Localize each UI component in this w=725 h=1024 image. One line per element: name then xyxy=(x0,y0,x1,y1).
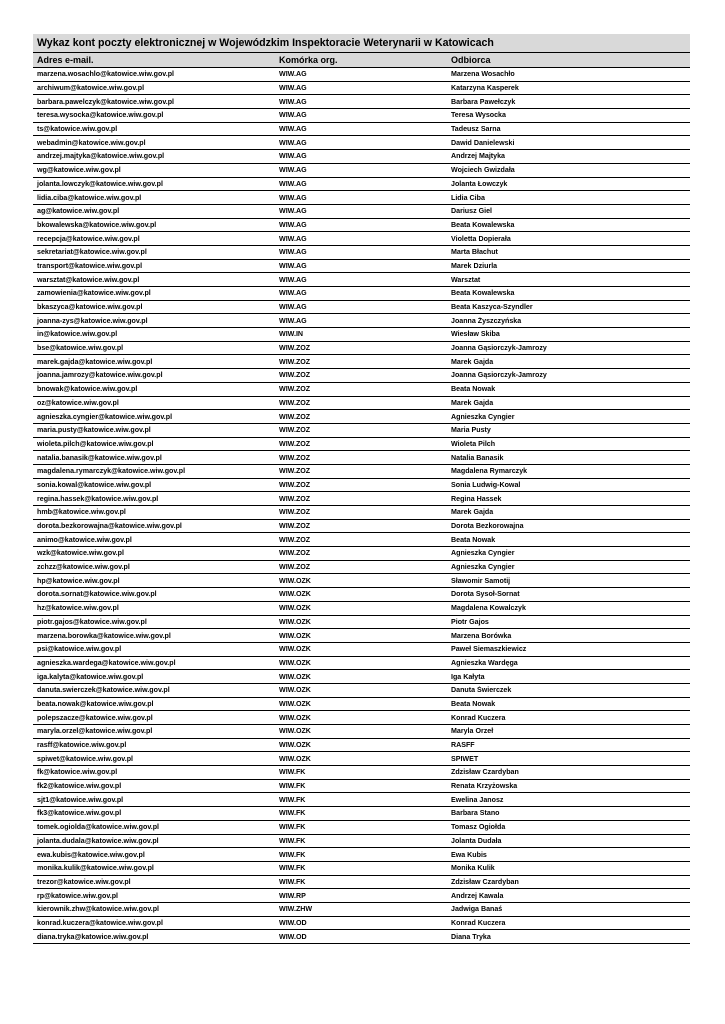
table-row xyxy=(33,205,690,219)
unit-cell: WIW.OZK xyxy=(279,576,311,585)
email-cell: diana.tryka@katowice.wiw.gov.pl xyxy=(37,932,149,941)
recipient-cell: Magdalena Rymarczyk xyxy=(451,467,528,476)
email-cell: spiwet@katowice.wiw.gov.pl xyxy=(37,754,134,763)
recipient-cell: Agnieszka Wardęga xyxy=(451,658,518,667)
table-row xyxy=(33,711,690,725)
recipient-cell: Joanna Gąsiorczyk-Jamrozy xyxy=(451,371,547,380)
table-row xyxy=(33,178,690,192)
table-row xyxy=(33,506,690,520)
table-row xyxy=(33,314,690,328)
table-row xyxy=(33,260,690,274)
table-row xyxy=(33,766,690,780)
email-cell: agnieszka.wardega@katowice.wiw.gov.pl xyxy=(37,658,176,667)
table-row xyxy=(33,561,690,575)
recipient-cell: Jolanta Dudała xyxy=(451,836,502,845)
email-cell: zamowienia@katowice.wiw.gov.pl xyxy=(37,289,151,298)
email-cell: rp@katowice.wiw.gov.pl xyxy=(37,891,119,900)
table-row xyxy=(33,889,690,903)
recipient-cell: SPIWET xyxy=(451,754,479,763)
table-row xyxy=(33,82,690,96)
table-row xyxy=(33,930,690,944)
unit-cell: WIW.AG xyxy=(279,248,307,257)
email-cell: fk3@katowice.wiw.gov.pl xyxy=(37,809,122,818)
unit-cell: WIW.AG xyxy=(279,289,307,298)
recipient-cell: Marek Dziurla xyxy=(451,261,498,270)
recipient-cell: Konrad Kuczera xyxy=(451,713,506,722)
email-cell: sekretariat@katowice.wiw.gov.pl xyxy=(37,248,147,257)
table-header xyxy=(33,53,690,68)
email-cell: transport@katowice.wiw.gov.pl xyxy=(37,261,143,270)
recipient-cell: Beata Nowak xyxy=(451,535,496,544)
unit-cell: WIW.ZOZ xyxy=(279,467,311,476)
unit-cell: WIW.OZK xyxy=(279,741,311,750)
email-cell: in@katowice.wiw.gov.pl xyxy=(37,330,118,339)
table-row xyxy=(33,862,690,876)
recipient-cell: Marek Gajda xyxy=(451,508,494,517)
table-row xyxy=(33,698,690,712)
email-cell: ag@katowice.wiw.gov.pl xyxy=(37,207,120,216)
email-cell: rasff@katowice.wiw.gov.pl xyxy=(37,741,127,750)
email-cell: monika.kulik@katowice.wiw.gov.pl xyxy=(37,864,154,873)
email-cell: fk2@katowice.wiw.gov.pl xyxy=(37,782,122,791)
table-row xyxy=(33,876,690,890)
recipient-cell: Agnieszka Cyngier xyxy=(451,412,515,421)
recipient-cell: Maryla Orzeł xyxy=(451,727,494,736)
recipient-cell: Sławomir Samotij xyxy=(451,576,511,585)
table-row xyxy=(33,793,690,807)
table-row xyxy=(33,301,690,315)
email-cell: hz@katowice.wiw.gov.pl xyxy=(37,604,119,613)
unit-cell: WIW.FK xyxy=(279,809,306,818)
table-row xyxy=(33,739,690,753)
table-row xyxy=(33,191,690,205)
unit-cell: WIW.OZK xyxy=(279,658,311,667)
recipient-cell: Marek Gajda xyxy=(451,398,494,407)
recipient-cell: Beata Kowalewska xyxy=(451,220,515,229)
table-row xyxy=(33,328,690,342)
recipient-cell: Danuta Świerczek xyxy=(451,686,512,695)
recipient-cell: Barbara Pawełczyk xyxy=(451,97,516,106)
unit-cell: WIW.OZK xyxy=(279,631,311,640)
email-cell: teresa.wysocka@katowice.wiw.gov.pl xyxy=(37,111,164,120)
email-cell: maryla.orzel@katowice.wiw.gov.pl xyxy=(37,727,153,736)
unit-cell: WIW.ZOZ xyxy=(279,426,311,435)
unit-cell: WIW.AG xyxy=(279,220,307,229)
recipient-cell: Regina Hassek xyxy=(451,494,502,503)
email-cell: ewa.kubis@katowice.wiw.gov.pl xyxy=(37,850,145,859)
table-row xyxy=(33,917,690,931)
email-cell: bse@katowice.wiw.gov.pl xyxy=(37,344,124,353)
email-cell: bkaszyca@katowice.wiw.gov.pl xyxy=(37,303,143,312)
table-row xyxy=(33,369,690,383)
table-row xyxy=(33,752,690,766)
email-cell: archiwum@katowice.wiw.gov.pl xyxy=(37,84,145,93)
unit-cell: WIW.ZOZ xyxy=(279,563,311,572)
unit-cell: WIW.FK xyxy=(279,823,306,832)
recipient-cell: Magdalena Kowalczyk xyxy=(451,604,526,613)
table-row xyxy=(33,725,690,739)
recipient-cell: Natalia Banasik xyxy=(451,453,504,462)
unit-cell: WIW.OZK xyxy=(279,754,311,763)
unit-cell: WIW.AG xyxy=(279,152,307,161)
unit-cell: WIW.RP xyxy=(279,891,306,900)
table-row xyxy=(33,246,690,260)
email-cell: konrad.kuczera@katowice.wiw.gov.pl xyxy=(37,918,163,927)
table-row xyxy=(33,465,690,479)
recipient-cell: Teresa Wysocka xyxy=(451,111,506,120)
unit-cell: WIW.AG xyxy=(279,193,307,202)
unit-cell: WIW.OD xyxy=(279,932,307,941)
recipient-cell: Barbara Stano xyxy=(451,809,500,818)
recipient-cell: Ewa Kubis xyxy=(451,850,487,859)
email-cell: animo@katowice.wiw.gov.pl xyxy=(37,535,132,544)
email-cell: psi@katowice.wiw.gov.pl xyxy=(37,645,122,654)
recipient-cell: Marzena Borówka xyxy=(451,631,512,640)
recipient-cell: Dorota Sysoł-Sornat xyxy=(451,590,520,599)
email-cell: recepcja@katowice.wiw.gov.pl xyxy=(37,234,140,243)
unit-cell: WIW.FK xyxy=(279,864,306,873)
email-cell: polepszacze@katowice.wiw.gov.pl xyxy=(37,713,153,722)
email-cell: zchzz@katowice.wiw.gov.pl xyxy=(37,563,130,572)
recipient-cell: Zdzisław Czardyban xyxy=(451,768,519,777)
recipient-cell: Lidia Ciba xyxy=(451,193,485,202)
recipient-cell: Zdzisław Czardyban xyxy=(451,877,519,886)
table-row xyxy=(33,629,690,643)
email-cell: iga.kalyta@katowice.wiw.gov.pl xyxy=(37,672,144,681)
unit-cell: WIW.AG xyxy=(279,179,307,188)
unit-cell: WIW.ZOZ xyxy=(279,480,311,489)
unit-cell: WIW.FK xyxy=(279,836,306,845)
email-cell: wzk@katowice.wiw.gov.pl xyxy=(37,549,124,558)
unit-cell: WIW.FK xyxy=(279,782,306,791)
email-cell: jolanta.lowczyk@katowice.wiw.gov.pl xyxy=(37,179,163,188)
table-row xyxy=(33,835,690,849)
email-cell: warsztat@katowice.wiw.gov.pl xyxy=(37,275,140,284)
recipient-cell: Beata Nowak xyxy=(451,385,496,394)
email-cell: bnowak@katowice.wiw.gov.pl xyxy=(37,385,138,394)
recipient-cell: Dorota Bezkorowajna xyxy=(451,522,524,531)
table-row xyxy=(33,342,690,356)
unit-cell: WIW.OZK xyxy=(279,617,311,626)
unit-cell: WIW.AG xyxy=(279,166,307,175)
table-row xyxy=(33,903,690,917)
table-row xyxy=(33,547,690,561)
unit-cell: WIW.AG xyxy=(279,97,307,106)
recipient-cell: Agnieszka Cyngier xyxy=(451,549,515,558)
email-cell: marzena.wosachlo@katowice.wiw.gov.pl xyxy=(37,70,175,79)
email-cell: wioleta.pilch@katowice.wiw.gov.pl xyxy=(37,439,154,448)
table-row xyxy=(33,273,690,287)
recipient-cell: Beata Nowak xyxy=(451,699,496,708)
table-row xyxy=(33,602,690,616)
email-cell: dorota.bezkorowajna@katowice.wiw.gov.pl xyxy=(37,522,182,531)
table-row xyxy=(33,136,690,150)
recipient-cell: Andrzej Majtyka xyxy=(451,152,506,161)
table-row xyxy=(33,150,690,164)
unit-cell: WIW.FK xyxy=(279,850,306,859)
email-cell: bkowalewska@katowice.wiw.gov.pl xyxy=(37,220,157,229)
unit-cell: WIW.ZOZ xyxy=(279,412,311,421)
table-row xyxy=(33,123,690,137)
unit-cell: WIW.OZK xyxy=(279,699,311,708)
unit-cell: WIW.ZOZ xyxy=(279,453,311,462)
table-row xyxy=(33,383,690,397)
recipient-cell: Marta Błachut xyxy=(451,248,498,257)
recipient-cell: RASFF xyxy=(451,741,475,750)
email-cell: hmb@katowice.wiw.gov.pl xyxy=(37,508,126,517)
email-cell: webadmin@katowice.wiw.gov.pl xyxy=(37,138,146,147)
email-cell: dorota.sornat@katowice.wiw.gov.pl xyxy=(37,590,157,599)
table-row xyxy=(33,670,690,684)
table-row xyxy=(33,684,690,698)
table-row xyxy=(33,821,690,835)
email-cell: kierownik.zhw@katowice.wiw.gov.pl xyxy=(37,905,160,914)
unit-cell: WIW.AG xyxy=(279,303,307,312)
table-row xyxy=(33,616,690,630)
unit-cell: WIW.ZOZ xyxy=(279,535,311,544)
recipient-cell: Jolanta Łowczyk xyxy=(451,179,508,188)
unit-cell: WIW.AG xyxy=(279,138,307,147)
email-cell: wg@katowice.wiw.gov.pl xyxy=(37,166,121,175)
email-cell: agnieszka.cyngier@katowice.wiw.gov.pl xyxy=(37,412,173,421)
recipient-cell: Monika Kulik xyxy=(451,864,495,873)
unit-cell: WIW.OZK xyxy=(279,645,311,654)
table-row xyxy=(33,643,690,657)
email-cell: joanna.jamrozy@katowice.wiw.gov.pl xyxy=(37,371,163,380)
email-cell: maria.pusty@katowice.wiw.gov.pl xyxy=(37,426,151,435)
recipient-cell: Maria Pusty xyxy=(451,426,491,435)
table-row xyxy=(33,355,690,369)
unit-cell: WIW.ZOZ xyxy=(279,344,311,353)
recipient-cell: Wojciech Gwizdała xyxy=(451,166,515,175)
table-row xyxy=(33,520,690,534)
table-row xyxy=(33,232,690,246)
table-row xyxy=(33,109,690,123)
email-cell: andrzej.majtyka@katowice.wiw.gov.pl xyxy=(37,152,165,161)
table-row xyxy=(33,657,690,671)
unit-cell: WIW.ZHW xyxy=(279,905,313,914)
unit-cell: WIW.AG xyxy=(279,111,307,120)
unit-cell: WIW.OZK xyxy=(279,713,311,722)
table-row xyxy=(33,533,690,547)
document-title: Wykaz kont poczty elektronicznej w Wojewódzkim Inspektoracie Weterynarii w Katowicach xyxy=(33,34,690,53)
table-row xyxy=(33,219,690,233)
email-cell: natalia.banasik@katowice.wiw.gov.pl xyxy=(37,453,162,462)
unit-cell: WIW.ZOZ xyxy=(279,549,311,558)
unit-cell: WIW.OZK xyxy=(279,672,311,681)
unit-cell: WIW.FK xyxy=(279,795,306,804)
email-accounts-table xyxy=(33,34,690,944)
email-cell: fk@katowice.wiw.gov.pl xyxy=(37,768,118,777)
recipient-cell: Sonia Ludwig-Kowal xyxy=(451,480,521,489)
unit-cell: WIW.OD xyxy=(279,918,307,927)
email-cell: lidia.ciba@katowice.wiw.gov.pl xyxy=(37,193,142,202)
table-row xyxy=(33,397,690,411)
table-row xyxy=(33,95,690,109)
unit-cell: WIW.AG xyxy=(279,207,307,216)
table-row xyxy=(33,848,690,862)
email-cell: marek.gajda@katowice.wiw.gov.pl xyxy=(37,357,153,366)
recipient-cell: Andrzej Kawala xyxy=(451,891,504,900)
table-row xyxy=(33,492,690,506)
recipient-cell: Violetta Dopierała xyxy=(451,234,511,243)
email-cell: marzena.borowka@katowice.wiw.gov.pl xyxy=(37,631,171,640)
table-row xyxy=(33,424,690,438)
recipient-cell: Warsztat xyxy=(451,275,481,284)
email-cell: tomek.ogiolda@katowice.wiw.gov.pl xyxy=(37,823,160,832)
unit-cell: WIW.IN xyxy=(279,330,304,339)
email-cell: sonia.kowal@katowice.wiw.gov.pl xyxy=(37,480,152,489)
unit-cell: WIW.AG xyxy=(279,234,307,243)
table-row xyxy=(33,807,690,821)
recipient-cell: Diana Tryka xyxy=(451,932,491,941)
recipient-cell: Agnieszka Cyngier xyxy=(451,563,515,572)
email-cell: oz@katowice.wiw.gov.pl xyxy=(37,398,119,407)
unit-cell: WIW.ZOZ xyxy=(279,371,311,380)
unit-cell: WIW.ZOZ xyxy=(279,508,311,517)
recipient-cell: Katarzyna Kasperek xyxy=(451,84,519,93)
email-cell: hp@katowice.wiw.gov.pl xyxy=(37,576,120,585)
unit-cell: WIW.FK xyxy=(279,768,306,777)
recipient-cell: Dawid Danielewski xyxy=(451,138,515,147)
unit-cell: WIW.FK xyxy=(279,877,306,886)
header-recipient: Odbiorca xyxy=(451,55,491,65)
recipient-cell: Beata Kowalewska xyxy=(451,289,515,298)
email-cell: piotr.gajos@katowice.wiw.gov.pl xyxy=(37,617,147,626)
unit-cell: WIW.OZK xyxy=(279,727,311,736)
unit-cell: WIW.AG xyxy=(279,261,307,270)
table-row xyxy=(33,438,690,452)
recipient-cell: Joanna Gąsiorczyk-Jamrozy xyxy=(451,344,547,353)
unit-cell: WIW.ZOZ xyxy=(279,439,311,448)
email-cell: ts@katowice.wiw.gov.pl xyxy=(37,125,118,134)
table-row xyxy=(33,574,690,588)
email-cell: sjt1@katowice.wiw.gov.pl xyxy=(37,795,124,804)
table-row xyxy=(33,780,690,794)
unit-cell: WIW.ZOZ xyxy=(279,385,311,394)
email-cell: jolanta.dudala@katowice.wiw.gov.pl xyxy=(37,836,159,845)
recipient-cell: Marzena Wosachło xyxy=(451,70,515,79)
unit-cell: WIW.OZK xyxy=(279,686,311,695)
recipient-cell: Beata Kaszyca-Szyndler xyxy=(451,303,533,312)
recipient-cell: Piotr Gajos xyxy=(451,617,489,626)
unit-cell: WIW.ZOZ xyxy=(279,357,311,366)
recipient-cell: Iga Kałyta xyxy=(451,672,485,681)
unit-cell: WIW.ZOZ xyxy=(279,494,311,503)
recipient-cell: Jadwiga Banaś xyxy=(451,905,503,914)
recipient-cell: Dariusz Giel xyxy=(451,207,493,216)
header-email: Adres e-mail. xyxy=(37,55,94,65)
header-unit: Komórka org. xyxy=(279,55,338,65)
email-cell: joanna-zys@katowice.wiw.gov.pl xyxy=(37,316,148,325)
unit-cell: WIW.AG xyxy=(279,316,307,325)
unit-cell: WIW.OZK xyxy=(279,590,311,599)
email-cell: danuta.swierczek@katowice.wiw.gov.pl xyxy=(37,686,170,695)
email-cell: regina.hassek@katowice.wiw.gov.pl xyxy=(37,494,159,503)
table-row xyxy=(33,588,690,602)
unit-cell: WIW.AG xyxy=(279,70,307,79)
table-body xyxy=(33,68,690,944)
email-cell: beata.nowak@katowice.wiw.gov.pl xyxy=(37,699,154,708)
email-cell: trezor@katowice.wiw.gov.pl xyxy=(37,877,131,886)
unit-cell: WIW.ZOZ xyxy=(279,522,311,531)
unit-cell: WIW.OZK xyxy=(279,604,311,613)
recipient-cell: Marek Gajda xyxy=(451,357,494,366)
unit-cell: WIW.ZOZ xyxy=(279,398,311,407)
recipient-cell: Renata Krzyżowska xyxy=(451,782,518,791)
unit-cell: WIW.AG xyxy=(279,275,307,284)
recipient-cell: Joanna Żyszczyńska xyxy=(451,316,522,325)
email-cell: barbara.pawelczyk@katowice.wiw.gov.pl xyxy=(37,97,175,106)
recipient-cell: Ewelina Janosz xyxy=(451,795,504,804)
recipient-cell: Wiesław Skiba xyxy=(451,330,500,339)
table-row xyxy=(33,164,690,178)
email-cell: magdalena.rymarczyk@katowice.wiw.gov.pl xyxy=(37,467,186,476)
table-row xyxy=(33,287,690,301)
table-row xyxy=(33,479,690,493)
table-row xyxy=(33,451,690,465)
recipient-cell: Wioleta Pilch xyxy=(451,439,496,448)
table-row xyxy=(33,68,690,82)
unit-cell: WIW.AG xyxy=(279,125,307,134)
recipient-cell: Konrad Kuczera xyxy=(451,918,506,927)
recipient-cell: Paweł Siemaszkiewicz xyxy=(451,645,527,654)
unit-cell: WIW.AG xyxy=(279,84,307,93)
recipient-cell: Tomasz Ogiołda xyxy=(451,823,506,832)
table-row xyxy=(33,410,690,424)
recipient-cell: Tadeusz Sarna xyxy=(451,125,501,134)
